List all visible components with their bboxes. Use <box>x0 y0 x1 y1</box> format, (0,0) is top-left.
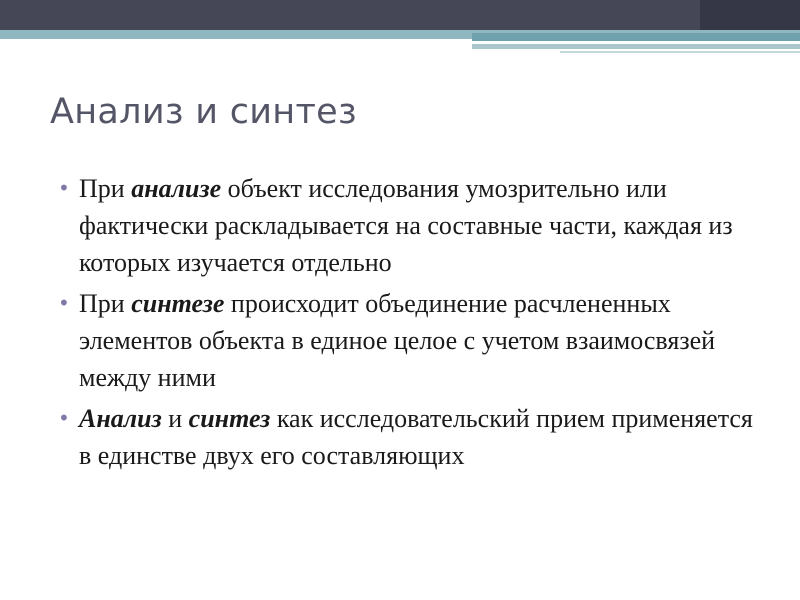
bullet-text-part: При <box>79 289 132 318</box>
bullet-text-part: При <box>79 174 132 203</box>
bullet-text-part: происходит объединение расчлененных элементов объекта в единое целое с учетом взаимосвязей между ними <box>79 289 716 392</box>
bullet-text-part: и <box>161 404 189 433</box>
bullet-icon: • <box>58 291 70 315</box>
key-term: синтезе <box>131 289 225 318</box>
bullet-text-part: как исследовательский прием применяется в единстве двух его составляющих <box>79 404 753 470</box>
bullet-item <box>58 400 758 474</box>
bullet-icon: • <box>58 406 70 430</box>
bullet-text-part: объект исследования умозрительно или фактически раскладывается на составные части, каждая из которых изучается отдельно <box>79 174 733 277</box>
key-term: синтез <box>188 404 271 433</box>
bullet-item <box>58 285 758 396</box>
key-term: анализе <box>131 174 222 203</box>
header-bar <box>0 0 800 30</box>
accent-line-thin <box>560 51 800 53</box>
bullet-list <box>58 170 758 478</box>
accent-line <box>472 44 800 49</box>
accent-strip-dark <box>472 33 800 41</box>
key-term: Анализ <box>79 404 162 433</box>
slide-title: Анализ и синтез <box>50 92 357 132</box>
bullet-icon: • <box>58 176 70 200</box>
header-bar-accent <box>700 0 800 30</box>
bullet-item <box>58 170 758 281</box>
